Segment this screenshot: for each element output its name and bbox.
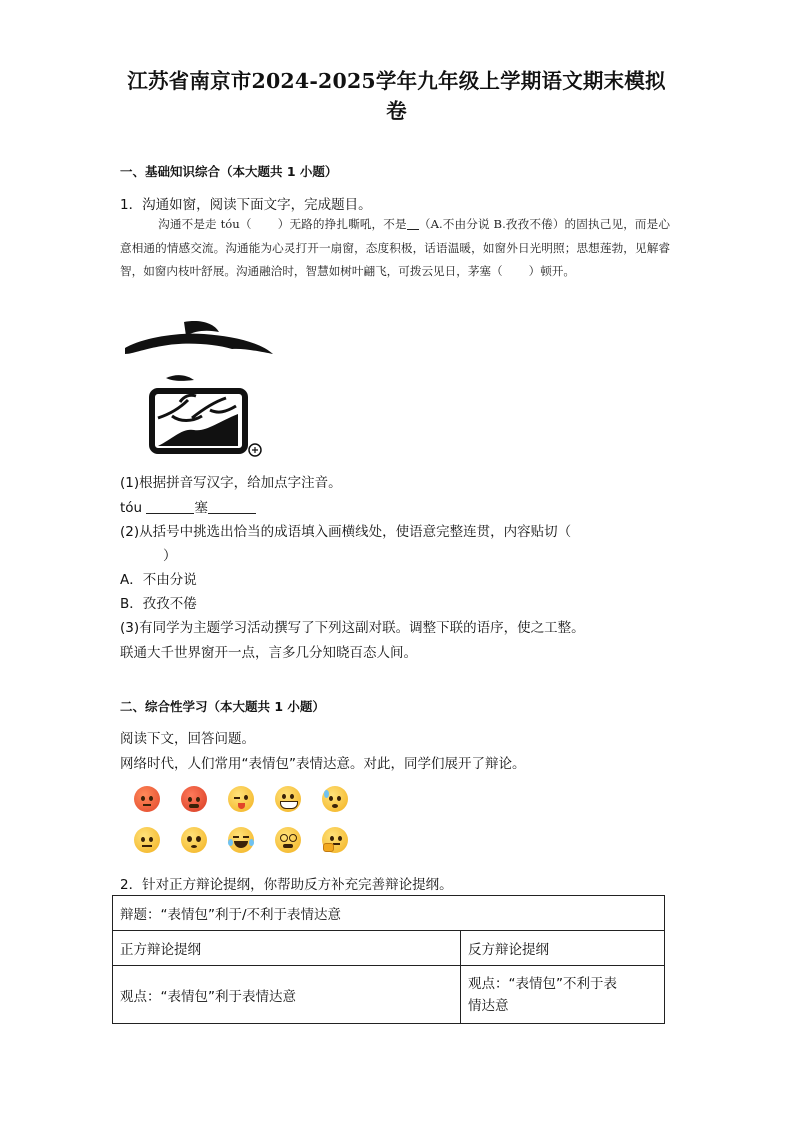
laughing-tears-face-icon [228,827,254,853]
sub-question-3: (3)有同学为主题学习活动撰写了下列这副对联。调整下联的语序，使之工整。 [120,620,585,636]
thinking-face-icon [322,827,348,853]
dizzy-face-icon [275,827,301,853]
angry-red-face-icon [134,786,160,812]
pinyin-fill-line [120,496,256,516]
section-1-heading: 一、基础知识综合（本大题共 1 小题） [120,164,338,179]
winking-tongue-face-icon [228,786,254,812]
answer-blank-2[interactable] [208,501,256,514]
couplet-text: 联通大千世界窗开一点，言多几分知晓百态人间。 [120,645,417,661]
sweating-face-icon [322,786,348,812]
option-b: B．孜孜不倦 [120,596,197,612]
title-line-2: 卷 [386,99,407,123]
char-sai: 塞 [194,500,208,516]
con-outline-header: 反方辩论提纲 [461,931,665,966]
option-a: A．不由分说 [120,572,197,588]
con-viewpoint-line-2: 情达意 [468,997,509,1014]
window-ink-illustration [122,318,274,460]
grinning-face-icon [275,786,301,812]
document-title [110,66,683,126]
section-2-intro-2: 网络时代，人们常用“表情包”表情达意。对此，同学们展开了辩论。 [120,756,526,772]
passage-part-5: ）顿开。 [528,264,575,278]
section-2-intro-1: 阅读下文，回答问题。 [120,731,255,747]
question-2: 2．针对正方辩论提纲，你帮助反方补充完善辩论提纲。 [120,877,453,893]
pro-outline-header: 正方辩论提纲 [113,931,461,966]
passage-blank [407,217,419,230]
debate-topic-cell: 辩题：“表情包”利于/不利于表情达意 [113,896,665,931]
question-1-intro: 1．沟通如窗，阅读下面文字，完成题目。 [120,197,372,213]
passage-part-4: ）的固执己见，而是心意相通的情感交流。沟通能为心灵打开一扇窗，态度积极，话语温暖，如窗外日光明照；思想莲勃，见解睿智，如窗内枝叶舒展。沟通融洽时，智慧如树叶翩飞，可拨云见日，茅塞（ [120,217,670,278]
furious-face-icon [181,786,207,812]
answer-blank-1[interactable] [146,501,194,514]
section-2-heading: 二、综合性学习（本大题共 1 小题） [120,699,325,714]
sub-question-2-bracket: ） [163,548,177,564]
pinyin-tou: tóu [120,500,143,516]
sub-question-2: (2)从括号中挑选出恰当的成语填入画横线处，使语意完整连贯，内容贴切（ [120,524,572,540]
frowning-face-icon [134,827,160,853]
debate-outline-table [112,895,665,1024]
con-viewpoint-line-1: 观点：“表情包”不利于表 [468,975,617,992]
passage-part-3: （A.不由分说 B.孜孜不倦 [418,217,553,231]
reading-passage [120,213,670,284]
worried-face-icon [181,827,207,853]
pro-viewpoint-cell: 观点：“表情包”利于表情达意 [113,966,461,1024]
sub-question-1: (1)根据拼音写汉字，给加点字注音。 [120,475,342,491]
title-line-1: 江苏省南京市2024-2025学年九年级上学期语文期末模拟 [127,69,666,93]
con-viewpoint-cell [461,966,665,1024]
passage-part-2: ）无路的挣扎嘶吼，不是 [277,217,407,231]
passage-part-1: 沟通不是走 tóu（ [158,217,252,231]
